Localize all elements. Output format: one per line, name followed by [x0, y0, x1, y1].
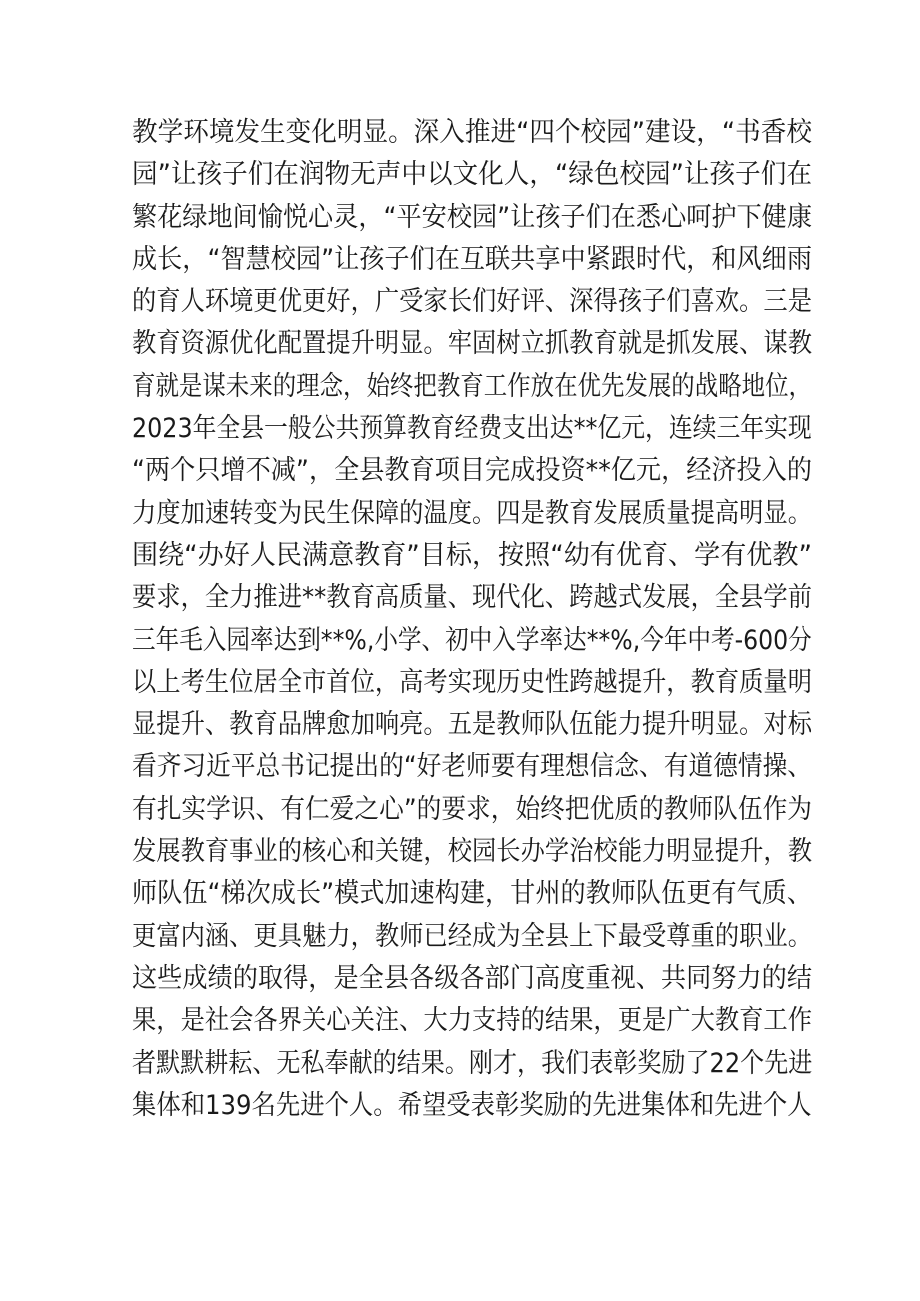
text-line: 教学环境发生变化明显。深入推进“四个校园”建设，“书香校	[132, 117, 812, 148]
text-line: 成长，“智慧校园”让孩子们在互联共享中紧跟时代，和风细雨	[132, 243, 812, 275]
document-body	[132, 112, 812, 1127]
text-line: 这些成绩的取得，是全县各级各部门高度重视、共同努力的结	[132, 962, 812, 994]
text-line: 繁花绿地间愉悦心灵，“平安校园”让孩子们在悉心呵护下健康	[132, 201, 812, 233]
text-line: 师队伍“梯次成长”模式加速构建，甘州的教师队伍更有气质、	[132, 878, 812, 910]
text-line: 果，是社会各界关心关注、大力支持的结果，更是广大教育工作	[132, 1005, 812, 1037]
text-line: 显提升、教育品牌愈加响亮。五是教师队伍能力提升明显。对标	[132, 709, 812, 741]
text-line: “两个只增不减”，全县教育项目完成投资**亿元，经济投入的	[132, 455, 812, 487]
text-line: 力度加速转变为民生保障的温度。四是教育发展质量提高明显。	[132, 497, 812, 529]
text-line: 者默默耕耘、无私奉献的结果。刚才，我们表彰奖励了22个先进	[132, 1047, 813, 1079]
text-line: 的育人环境更优更好，广受家长们好评、深得孩子们喜欢。三是	[132, 286, 812, 318]
text-line: 更富内涵、更具魅力，教师已经成为全县上下最受尊重的职业。	[132, 920, 812, 952]
text-line: 要求，全力推进**教育高质量、现代化、跨越式发展，全县学前	[132, 582, 812, 614]
text-line: 集体和139名先进个人。希望受表彰奖励的先进集体和先进个人	[132, 1089, 812, 1121]
text-line: 2023年全县一般公共预算教育经费支出达**亿元，连续三年实现	[132, 413, 812, 445]
text-line: 育就是谋未来的理念，始终把教育工作放在优先发展的战略地位，	[132, 370, 812, 402]
text-line: 看齐习近平总书记提出的“好老师要有理想信念、有道德情操、	[132, 751, 812, 783]
text-line: 教育资源优化配置提升明显。牢固树立抓教育就是抓发展、谋教	[132, 328, 812, 360]
text-line: 发展教育事业的核心和关键，校园长办学治校能力明显提升，教	[132, 836, 812, 868]
text-line: 以上考生位居全市首位，高考实现历史性跨越提升，教育质量明	[132, 666, 812, 698]
text-line: 围绕“办好人民满意教育”目标，按照“幼有优育、学有优教”	[132, 539, 812, 571]
text-line: 三年毛入园率达到**%,小学、初中入学率达**%,今年中考-600分	[132, 624, 812, 656]
text-line: 园”让孩子们在润物无声中以文化人，“绿色校园”让孩子们在	[132, 159, 812, 191]
text-line: 有扎实学识、有仁爱之心”的要求，始终把优质的教师队伍作为	[132, 793, 812, 825]
